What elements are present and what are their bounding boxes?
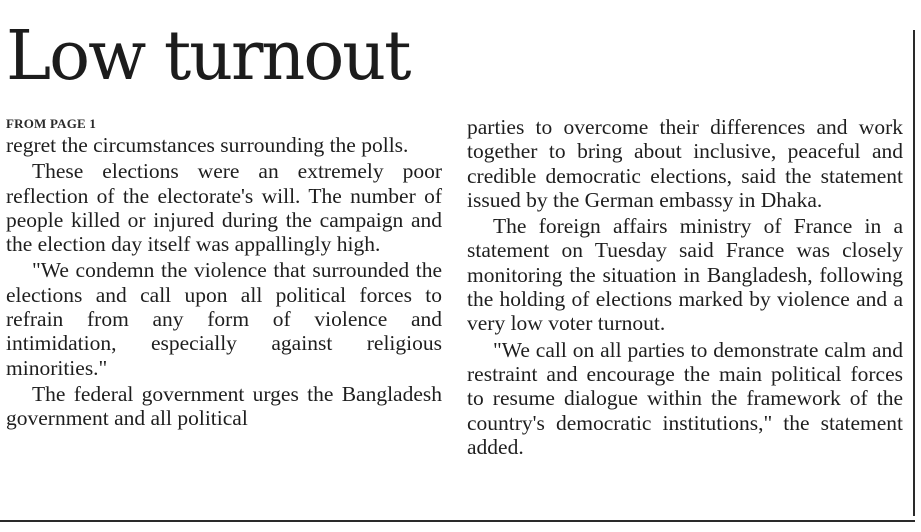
column-rule-right xyxy=(913,30,915,516)
paragraph-call-on-parties-quote: "We call on all parties to demonstrate calm and restraint and encourage the main political forces to resume dialogue within the framework of the country's democratic institutions," the statement added. xyxy=(467,337,903,459)
article-column-right xyxy=(467,115,903,459)
paragraph-continuation: regret the circumstances surrounding the polls. xyxy=(6,133,409,157)
paragraph-electorate: These elections were an extremely poor reflection of the electorate's will. The number of people killed or injured during the campaign and the election day itself was appallingly high. xyxy=(6,159,442,257)
article-column-left xyxy=(6,113,442,431)
paragraph-parties-continuation: parties to overcome their differences and work together to bring about inclusive, peaceful and credible democratic elections, said the statement issued by the German embassy in Dhaka. xyxy=(467,115,903,212)
paragraph-france-ministry: The foreign affairs ministry of France in a statement on Tuesday said France was closely monitoring the situation in Bangladesh, following the holding of elections marked by violence and a very low voter turnout. xyxy=(467,214,903,336)
continuation-kicker: FROM PAGE 1 xyxy=(6,116,97,131)
headline: Low turnout xyxy=(6,17,410,96)
paragraph-condemn-quote: "We condemn the violence that surrounded the elections and call upon all political forces to refrain from any form of violence and intimidation, especially against religious minorities." xyxy=(6,258,442,380)
paragraph-federal-government: The federal government urges the Bangladesh government and all political xyxy=(6,381,442,431)
column-rule-bottom xyxy=(0,520,915,522)
